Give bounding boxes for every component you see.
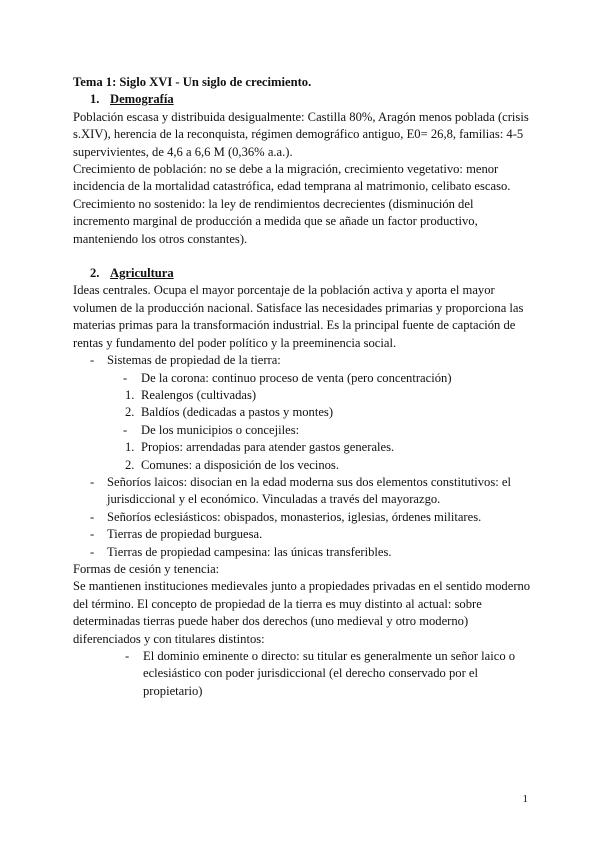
- list-item: [73, 387, 533, 404]
- list-marker: 1.: [125, 387, 135, 402]
- list-marker: -: [90, 353, 95, 368]
- page-number: 1: [522, 793, 528, 805]
- subheading: Formas de cesión y tenencia:: [73, 561, 220, 576]
- paragraph: Población escasa y distribuida desigualmente: Castilla 80%, Aragón menos poblada (crisis s.XIV), herencia de la reconquista, régimen demográfico antiguo, E0= 26,8, familias: 4-5 supervivientes, de 4,6 a 6,6 M (0,36% a.a.).: [73, 109, 529, 159]
- list-marker: -: [90, 509, 95, 524]
- list-marker: -: [90, 544, 95, 559]
- list-item-text: De los municipios o concejiles:: [141, 422, 300, 437]
- list-item: [73, 509, 533, 526]
- section-label: Agricultura: [110, 266, 174, 281]
- list-item-text: Realengos (cultivadas): [141, 387, 257, 402]
- list-item-text: El dominio eminente o directo: su titular es generalmente un señor laico o eclesiástico con poder jurisdiccional (el derecho conservado por el propietario): [143, 649, 516, 698]
- list-item-text: Sistemas de propiedad de la tierra:: [107, 353, 281, 368]
- section-label: Demografía: [110, 92, 174, 107]
- paragraph: Crecimiento de población: no se debe a la migración, crecimiento vegetativo: menor incidencia de la mortalidad catastrófica, edad temprana al matrimonio, celibato escaso. Crecimiento no sostenido: la ley de rendimientos decrecientes (disminución del incremento marginal de producción a medida que se añade un factor productivo, manteniendo los otros constantes).: [73, 162, 511, 246]
- list-marker: -: [123, 370, 128, 385]
- list-marker: -: [125, 649, 130, 663]
- list-item: [73, 439, 533, 456]
- list-item: [73, 526, 533, 543]
- list-item: [73, 404, 533, 421]
- list-item-text: De la corona: continuo proceso de venta (pero concentración): [141, 370, 452, 385]
- document-body: [73, 74, 533, 700]
- list-item: [73, 370, 533, 387]
- list-item: [73, 422, 533, 439]
- document-title: Tema 1: Siglo XVI - Un siglo de crecimiento.: [73, 75, 312, 89]
- section-number: 2.: [90, 266, 100, 281]
- section-heading-demografia: [90, 91, 533, 108]
- list-item: [73, 648, 533, 700]
- section-heading-agricultura: [90, 265, 533, 282]
- list-item-text: Baldíos (dedicadas a pastos y montes): [141, 405, 334, 420]
- list-item: [73, 352, 533, 369]
- list-marker: 2.: [125, 405, 135, 420]
- list-item-text: Comunes: a disposición de los vecinos.: [141, 457, 339, 472]
- paragraph: Se mantienen instituciones medievales junto a propiedades privadas en el sentido moderno del término. El concepto de propiedad de la tierra es muy distinto al actual: sobre determinadas tierras puede haber dos derechos (uno medieval y otro moderno) diferenciados y con titulares distintos:: [73, 579, 531, 646]
- list-marker: -: [90, 527, 95, 542]
- list-item-text: Señoríos laicos: disocian en la edad moderna sus dos elementos constitutivos: el jurisdiccional y el económico. Vinculadas a través del mayorazgo.: [107, 474, 511, 507]
- list-item-text: Tierras de propiedad burguesa.: [107, 527, 263, 542]
- paragraph: Ideas centrales. Ocupa el mayor porcentaje de la población activa y aporta el mayor volumen de la producción nacional. Satisface las necesidades primarias y proporciona las materias primas para la transformación industrial. Es la principal fuente de captación de rentas y fundamento del poder político y la preeminencia social.: [73, 283, 524, 350]
- list-marker: -: [123, 422, 128, 437]
- list-item-text: Señoríos eclesiásticos: obispados, monasterios, iglesias, órdenes militares.: [107, 509, 482, 524]
- list-item: [73, 457, 533, 474]
- section-number: 1.: [90, 92, 100, 107]
- list-marker: 1.: [125, 440, 135, 455]
- list-marker: -: [90, 474, 95, 489]
- list-item: [73, 474, 533, 509]
- list-item-text: Tierras de propiedad campesina: las únicas transferibles.: [107, 544, 392, 559]
- list-marker: 2.: [125, 457, 135, 472]
- list-item: [73, 544, 533, 561]
- spacer: [73, 248, 533, 265]
- list-item-text: Propios: arrendadas para atender gastos generales.: [141, 440, 395, 455]
